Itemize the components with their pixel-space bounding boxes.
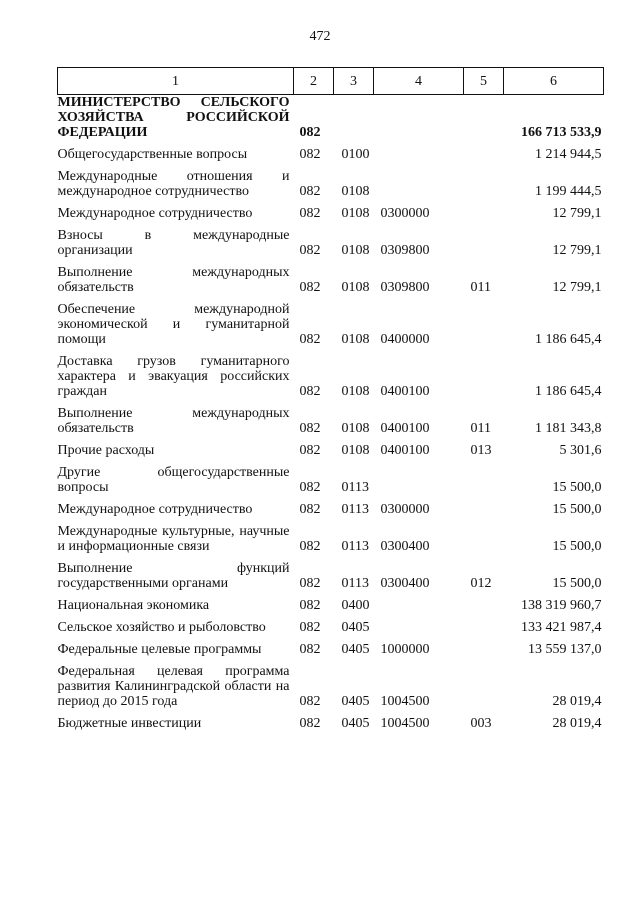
expense-type-code: 012 — [470, 576, 492, 591]
amount-value: 28 019,4 — [552, 716, 602, 731]
amount-value: 5 301,6 — [559, 443, 602, 458]
ministry-code: 082 — [299, 694, 321, 709]
column-header: 2 — [294, 68, 334, 95]
ministry-code: 082 — [299, 716, 321, 731]
target-article-code: 1004500 — [380, 716, 430, 731]
item-name: Выполнение функций государственными органами — [57, 561, 290, 591]
section-code: 0400 — [341, 598, 370, 613]
ministry-code: 082 — [299, 421, 321, 436]
amount-value: 1 186 645,4 — [535, 384, 602, 399]
target-article-code — [374, 465, 464, 495]
row-spacer — [58, 495, 604, 502]
item-name: МИНИСТЕРСТВО СЕЛЬСКОГО ХОЗЯЙСТВА РОССИЙСКОЙ ФЕДЕРАЦИИ — [57, 95, 290, 140]
section-code: 0108 — [341, 384, 370, 399]
target-article-code: 1000000 — [380, 642, 430, 657]
table-row — [58, 302, 604, 347]
row-spacer-cell — [58, 635, 604, 642]
table-row — [58, 716, 604, 731]
expense-type-code — [464, 302, 504, 347]
row-spacer-cell — [58, 347, 604, 354]
item-name: Федеральные целевые программы — [57, 642, 262, 657]
item-name: Международные отношения и международное сотрудничество — [57, 169, 290, 199]
table-body — [58, 95, 604, 732]
target-article-code: 0309800 — [380, 280, 430, 295]
table-row — [58, 265, 604, 295]
item-name: Национальная экономика — [57, 598, 210, 613]
row-spacer — [58, 554, 604, 561]
target-article-code — [374, 620, 464, 635]
table-row — [58, 443, 604, 458]
expense-type-code — [464, 502, 504, 517]
ministry-code: 082 — [299, 384, 321, 399]
table-row — [58, 465, 604, 495]
amount-value: 1 181 343,8 — [535, 421, 602, 436]
amount-value: 133 421 987,4 — [521, 620, 602, 635]
row-spacer — [58, 613, 604, 620]
item-name: Международное сотрудничество — [57, 502, 253, 517]
row-spacer-cell — [58, 657, 604, 664]
target-article-code: 1004500 — [380, 694, 430, 709]
table-row — [58, 620, 604, 635]
row-spacer-cell — [58, 591, 604, 598]
row-spacer — [58, 657, 604, 664]
ministry-code: 082 — [299, 642, 321, 657]
item-name: Международные культурные, научные и информационные связи — [57, 524, 290, 554]
target-article-code: 0300000 — [380, 502, 430, 517]
row-spacer-cell — [58, 162, 604, 169]
amount-value: 15 500,0 — [552, 539, 602, 554]
row-spacer-cell — [58, 199, 604, 206]
amount-value: 15 500,0 — [552, 576, 602, 591]
amount-value: 12 799,1 — [552, 206, 602, 221]
section-code: 0405 — [341, 620, 370, 635]
row-spacer-cell — [58, 554, 604, 561]
column-header: 4 — [374, 68, 464, 95]
ministry-code: 082 — [299, 480, 321, 495]
budget-table — [57, 67, 604, 731]
target-article-code: 0400000 — [380, 332, 430, 347]
row-spacer — [58, 221, 604, 228]
item-name: Взносы в международные организации — [57, 228, 290, 258]
row-spacer-cell — [58, 613, 604, 620]
row-spacer-cell — [58, 295, 604, 302]
ministry-code: 082 — [299, 502, 321, 517]
table-row — [58, 406, 604, 436]
section-code: 0108 — [341, 206, 370, 221]
row-spacer — [58, 162, 604, 169]
column-header: 3 — [334, 68, 374, 95]
ministry-code: 082 — [299, 539, 321, 554]
section-code: 0108 — [341, 184, 370, 199]
expense-type-code — [464, 95, 504, 141]
item-name: Выполнение международных обязательств — [57, 265, 290, 295]
expense-type-code — [464, 228, 504, 258]
table-row — [58, 147, 604, 162]
amount-value: 1 186 645,4 — [535, 332, 602, 347]
amount-value: 1 199 444,5 — [535, 184, 602, 199]
item-name: Обеспечение международной экономической и гуманитарной помощи — [57, 302, 290, 347]
expense-type-code — [464, 354, 504, 399]
expense-type-code — [464, 169, 504, 199]
row-spacer — [58, 347, 604, 354]
row-spacer — [58, 635, 604, 642]
row-spacer-cell — [58, 436, 604, 443]
ministry-code: 082 — [299, 243, 321, 258]
ministry-code: 082 — [299, 125, 321, 140]
row-spacer — [58, 517, 604, 524]
section-code: 0405 — [341, 642, 370, 657]
item-name: Бюджетные инвестиции — [57, 716, 202, 731]
target-article-code: 0309800 — [380, 243, 430, 258]
table-row — [58, 561, 604, 591]
ministry-code: 082 — [299, 620, 321, 635]
page-number: 472 — [309, 29, 331, 44]
table-row — [58, 206, 604, 221]
section-code: 0405 — [341, 694, 370, 709]
section-code: 0113 — [341, 539, 369, 554]
expense-type-code: 011 — [470, 280, 491, 295]
row-spacer-cell — [58, 258, 604, 265]
ministry-code: 082 — [299, 280, 321, 295]
table-row — [58, 502, 604, 517]
row-spacer-cell — [58, 709, 604, 716]
row-spacer — [58, 199, 604, 206]
target-article-code: 0400100 — [380, 421, 430, 436]
ministry-code: 082 — [299, 598, 321, 613]
column-header: 5 — [464, 68, 504, 95]
amount-value: 12 799,1 — [552, 280, 602, 295]
row-spacer-cell — [58, 517, 604, 524]
section-code: 0108 — [341, 243, 370, 258]
item-name: Прочие расходы — [57, 443, 155, 458]
ministry-code: 082 — [299, 147, 321, 162]
expense-type-code — [464, 524, 504, 554]
table-row — [58, 664, 604, 709]
row-spacer — [58, 258, 604, 265]
row-spacer-cell — [58, 140, 604, 147]
amount-value: 28 019,4 — [552, 694, 602, 709]
row-spacer — [58, 591, 604, 598]
target-article-code: 0300400 — [380, 539, 430, 554]
section-code: 0108 — [341, 280, 370, 295]
amount-value: 15 500,0 — [552, 480, 602, 495]
target-article-code — [374, 95, 464, 141]
amount-value: 13 559 137,0 — [528, 642, 602, 657]
section-code: 0113 — [341, 502, 369, 517]
item-name: Другие общегосударственные вопросы — [57, 465, 290, 495]
item-name: Общегосударственные вопросы — [57, 147, 248, 162]
expense-type-code: 003 — [470, 716, 492, 731]
section-code: 0108 — [341, 443, 370, 458]
target-article-code: 0300000 — [380, 206, 430, 221]
expense-type-code — [464, 664, 504, 709]
expense-type-code — [464, 465, 504, 495]
table-row — [58, 354, 604, 399]
expense-type-code — [464, 598, 504, 613]
section-code: 0113 — [341, 480, 369, 495]
table-row — [58, 642, 604, 657]
section-code: 0100 — [341, 147, 370, 162]
item-name: Доставка грузов гуманитарного характера и эвакуация российских граждан — [57, 354, 290, 399]
item-name: Сельское хозяйство и рыболовство — [57, 620, 266, 635]
target-article-code — [374, 147, 464, 162]
item-name: Федеральная целевая программа развития Калининградской области на период до 2015 года — [57, 664, 290, 709]
row-spacer-cell — [58, 495, 604, 502]
amount-value: 138 319 960,7 — [521, 598, 602, 613]
expense-type-code — [464, 642, 504, 657]
row-spacer-cell — [58, 399, 604, 406]
row-spacer — [58, 436, 604, 443]
column-header: 1 — [58, 68, 294, 95]
section-code: 0405 — [341, 716, 370, 731]
row-spacer — [58, 140, 604, 147]
expense-type-code — [464, 147, 504, 162]
target-article-code — [374, 598, 464, 613]
row-spacer-cell — [58, 221, 604, 228]
section-code: 0108 — [341, 332, 370, 347]
expense-type-code: 011 — [470, 421, 491, 436]
section-code: 0113 — [341, 576, 369, 591]
table-header-row — [58, 68, 604, 95]
table-row — [58, 95, 604, 141]
item-name: Выполнение международных обязательств — [57, 406, 290, 436]
expense-type-code: 013 — [470, 443, 492, 458]
ministry-code: 082 — [299, 443, 321, 458]
amount-value: 15 500,0 — [552, 502, 602, 517]
target-article-code: 0400100 — [380, 443, 430, 458]
expense-type-code — [464, 620, 504, 635]
row-spacer — [58, 458, 604, 465]
row-spacer-cell — [58, 458, 604, 465]
ministry-code: 082 — [299, 206, 321, 221]
table-row — [58, 524, 604, 554]
target-article-code: 0400100 — [380, 384, 430, 399]
row-spacer — [58, 399, 604, 406]
ministry-code: 082 — [299, 184, 321, 199]
section-code: 0108 — [341, 421, 370, 436]
target-article-code: 0300400 — [380, 576, 430, 591]
ministry-code: 082 — [299, 332, 321, 347]
column-header: 6 — [504, 68, 604, 95]
section-code — [334, 95, 374, 141]
row-spacer — [58, 709, 604, 716]
row-spacer — [58, 295, 604, 302]
expense-type-code — [464, 206, 504, 221]
ministry-code: 082 — [299, 576, 321, 591]
amount-value: 166 713 533,9 — [521, 125, 602, 140]
target-article-code — [374, 169, 464, 199]
table-row — [58, 169, 604, 199]
amount-value: 12 799,1 — [552, 243, 602, 258]
amount-value: 1 214 944,5 — [535, 147, 602, 162]
table-row — [58, 228, 604, 258]
table-row — [58, 598, 604, 613]
item-name: Международное сотрудничество — [57, 206, 253, 221]
